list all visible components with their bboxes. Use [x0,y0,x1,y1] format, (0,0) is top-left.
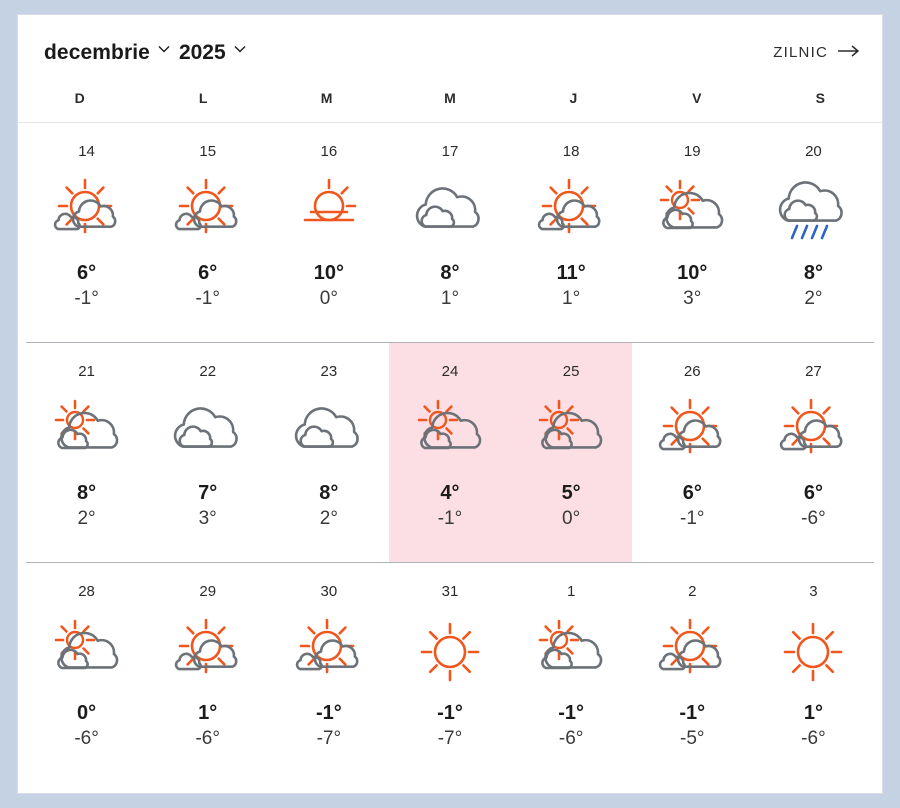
low-temperature: 0° [319,288,338,310]
day-temperatures [195,700,220,751]
daily-view-label: ZILNIC [773,44,828,61]
calendar-day-cell[interactable] [26,563,147,782]
day-number: 29 [199,583,217,600]
day-number: 27 [805,363,822,380]
day-number: 2 [688,583,697,600]
sun-cloud-icon [529,174,613,250]
sun-fog-icon [287,174,371,250]
day-temperatures [677,260,707,311]
day-temperatures [557,260,586,311]
low-temperature: -1° [437,508,463,530]
weekday-label: M [320,90,333,106]
month-year-selectors [44,41,245,65]
weekday-label: J [569,90,578,106]
month-label: decembrie [44,40,150,64]
low-temperature: -6° [558,728,584,750]
high-temperature: -1° [679,702,706,724]
high-temperature: 8° [77,482,97,504]
day-number: 22 [199,363,217,380]
low-temperature: -7° [316,728,342,750]
calendar-day-cell[interactable] [389,343,510,562]
day-number: 24 [441,363,459,380]
day-temperatures [319,480,338,531]
day-temperatures [195,260,220,311]
high-temperature: 0° [77,702,97,724]
month-selector[interactable] [44,41,169,65]
day-number: 25 [562,363,580,380]
cloud-sun-icon [45,614,129,690]
cloud-icon [287,394,371,470]
day-number: 21 [78,363,95,380]
calendar-day-cell[interactable] [147,563,268,782]
low-temperature: -1° [74,288,99,310]
day-temperatures [74,260,99,311]
day-number: 20 [805,143,822,160]
low-temperature: 3° [198,508,217,530]
weekday-label: S [815,90,825,106]
day-temperatures [198,480,217,531]
low-temperature: -6° [801,728,826,750]
day-temperatures [680,480,705,531]
low-temperature: -7° [437,728,463,750]
day-number: 14 [78,143,95,160]
calendar-day-cell[interactable] [511,563,632,782]
chevron-down-icon [234,45,245,56]
day-temperatures [801,700,826,751]
low-temperature: 2° [804,288,823,310]
calendar-day-cell[interactable] [511,123,632,342]
low-temperature: 2° [77,508,96,530]
day-number: 1 [566,583,576,600]
day-number: 17 [441,143,459,160]
weekday-label: V [692,90,702,106]
day-number: 23 [320,363,338,380]
calendar-weeks [18,123,882,782]
sun-icon [408,614,492,690]
calendar-day-cell[interactable] [26,343,147,562]
high-temperature: 8° [803,262,823,284]
day-number: 15 [199,143,217,160]
day-number: 3 [809,583,818,600]
high-temperature: -1° [437,702,463,724]
sun-cloud-icon [166,614,250,690]
calendar-day-cell[interactable] [147,343,268,562]
day-temperatures [804,260,823,311]
weekday-label: D [74,90,85,106]
low-temperature: -6° [801,508,826,530]
low-temperature: 1° [440,288,460,310]
high-temperature: 8° [440,262,460,284]
low-temperature: -5° [680,728,705,750]
day-number: 19 [683,143,701,160]
day-number: 28 [78,583,95,600]
calendar-day-cell[interactable] [753,343,874,562]
sun-icon [771,614,855,690]
day-temperatures [558,700,584,751]
calendar-day-cell[interactable] [268,123,389,342]
high-temperature: -1° [315,702,342,724]
weekday-label: L [198,90,208,106]
calendar-day-cell[interactable] [632,343,753,562]
day-temperatures [562,480,581,531]
chevron-down-icon [158,45,169,56]
cloud-sun-icon [408,394,492,470]
high-temperature: -1° [558,702,585,724]
cloud-rain-icon [771,174,855,250]
low-temperature: 1° [562,288,581,310]
sun-cloud-icon [771,394,855,470]
calendar-day-cell[interactable] [26,123,147,342]
day-temperatures [74,700,99,751]
high-temperature: 8° [319,482,339,504]
calendar-week-row [26,123,874,343]
high-temperature: 7° [198,482,218,504]
low-temperature: 2° [319,508,338,530]
year-label: 2025 [178,40,226,64]
day-temperatures [801,480,826,531]
day-temperatures [437,700,463,751]
sun-cloud-icon [166,174,250,250]
high-temperature: 4° [440,482,460,504]
calendar-day-cell[interactable] [511,343,632,562]
day-temperatures [316,700,342,751]
weather-calendar-card [17,14,883,794]
high-temperature: 6° [803,482,823,504]
calendar-week-row [26,343,874,563]
sun-cloud-icon [45,174,129,250]
daily-view-link[interactable] [773,44,860,61]
high-temperature: 6° [77,262,97,284]
arrow-right-icon [838,44,860,61]
high-temperature: 1° [803,702,823,724]
high-temperature: 10° [313,262,344,284]
day-temperatures [679,700,705,751]
sun-cloud-icon [287,614,371,690]
day-temperatures [77,480,96,531]
calendar-day-cell[interactable] [389,563,510,782]
calendar-day-cell[interactable] [389,123,510,342]
calendar-day-cell[interactable] [268,343,389,562]
cloud-sun-icon [529,614,613,690]
high-temperature: 10° [677,262,708,284]
day-number: 16 [320,143,338,160]
calendar-day-cell[interactable] [753,123,874,342]
high-temperature: 11° [556,262,586,284]
high-temperature: 6° [682,482,702,504]
sun-cloud-icon [650,394,734,470]
high-temperature: 1° [198,702,218,724]
day-number: 31 [441,583,459,600]
day-temperatures [440,260,459,311]
low-temperature: -6° [195,728,220,750]
day-number: 18 [562,143,580,160]
low-temperature: 3° [683,288,702,310]
low-temperature: -1° [680,508,705,530]
calendar-week-row [26,563,874,782]
high-temperature: 6° [198,262,218,284]
calendar-day-cell[interactable] [632,123,753,342]
weekday-header-row [18,90,882,123]
year-selector[interactable] [179,41,245,65]
cloud-sun-icon [529,394,613,470]
high-temperature: 5° [561,482,581,504]
low-temperature: -6° [74,728,99,750]
calendar-day-cell[interactable] [632,563,753,782]
calendar-day-cell[interactable] [268,563,389,782]
day-number: 26 [683,363,701,380]
cloud-icon [166,394,250,470]
cloud-sun-icon [45,394,129,470]
day-number: 30 [320,583,338,600]
day-temperatures [438,480,463,531]
calendar-day-cell[interactable] [147,123,268,342]
low-temperature: 0° [562,508,581,530]
sun-cloud-icon [650,614,734,690]
cloud-sun-icon [650,174,734,250]
day-temperatures [314,260,344,311]
weekday-label: M [444,90,456,106]
calendar-header [18,15,882,90]
calendar-day-cell[interactable] [753,563,874,782]
cloud-icon [408,174,492,250]
low-temperature: -1° [195,288,220,310]
